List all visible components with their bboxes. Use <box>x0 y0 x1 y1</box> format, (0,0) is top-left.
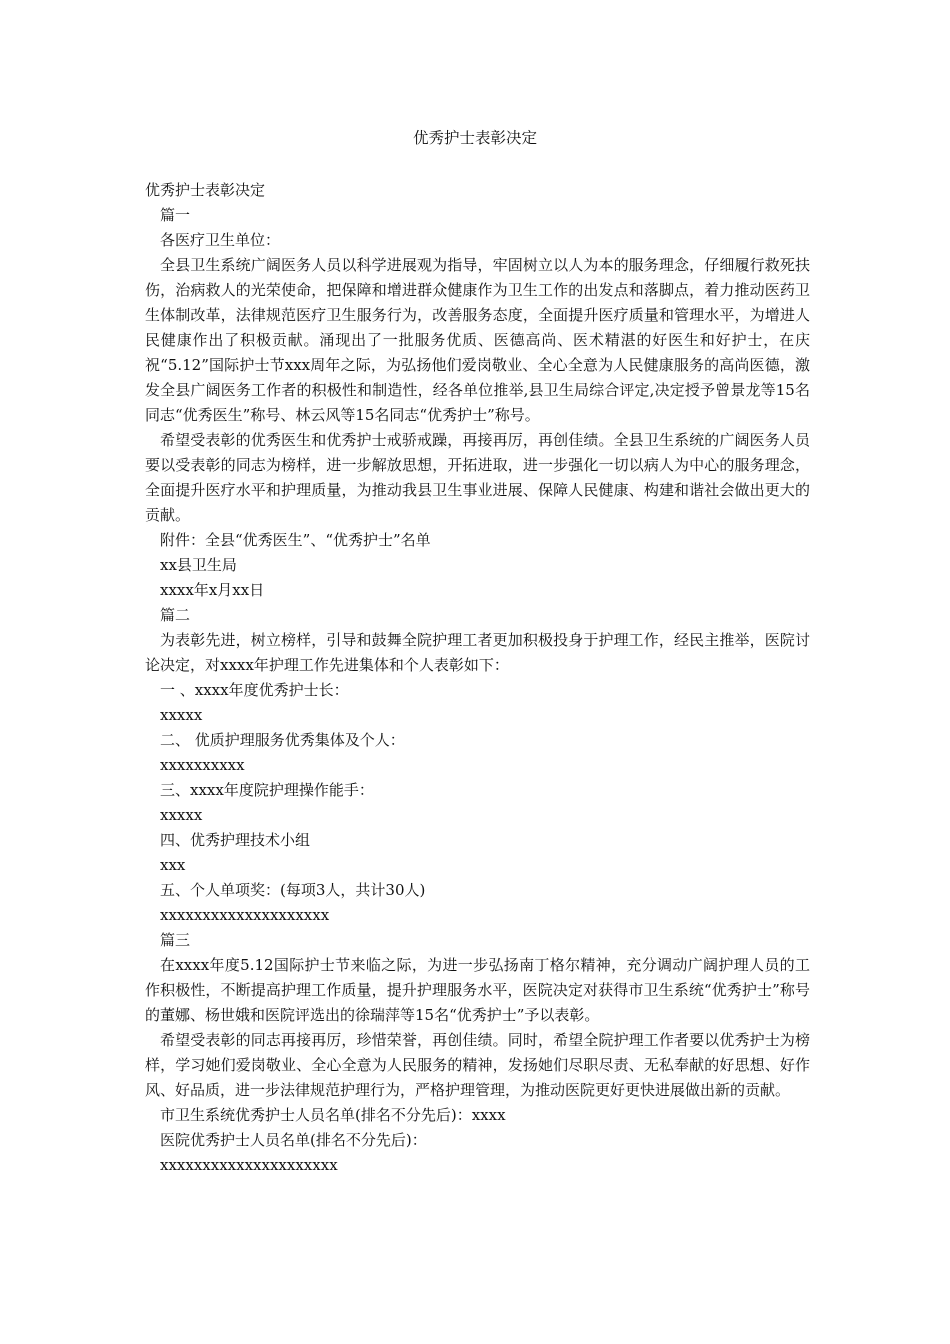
issuer-line: xx县卫生局 <box>160 556 237 574</box>
body-paragraph: 希望受表彰的优秀医生和优秀护士戒骄戒躁，再接再厉，再创佳绩。全县卫生系统的广阔医务人员要以受表彰的同志为榜样，进一步解放思想，开拓进取，进一步强化一切以病人为中心的服务理念，全面提升医疗水平和护理质量，为推动我县卫生事业进展、保障人民健康、构建和谐社会做出更大的贡献。 <box>145 431 810 524</box>
body-paragraph: 希望受表彰的同志再接再厉，珍惜荣誉，再创佳绩。同时，希望全院护理工作者要以优秀护士为榜样，学习她们爱岗敬业、全心全意为人民服务的精神，发扬她们尽职尽责、无私奉献的好思想、好作风、好品质，进一步法律规范护理行为，严格护理管理，为推动医院更好更快进展做出新的贡献。 <box>145 1031 810 1099</box>
document-body <box>145 178 810 1178</box>
list-item: 四、优秀护理技术小组 <box>160 831 311 849</box>
salutation: 各医疗卫生单位： <box>160 231 281 249</box>
attachment-line: 附件：全县“优秀医生”、“优秀护士”名单 <box>160 531 431 549</box>
body-paragraph: 全县卫生系统广阔医务人员以科学进展观为指导，牢固树立以人为本的服务理念，仔细履行救死扶伤，治病救人的光荣使命，把保障和增进群众健康作为卫生工作的出发点和落脚点，着力推动医药卫生体制改革，法律规范医疗卫生服务行为，改善服务态度，全面提升医疗质量和管理水平，为增进人民健康作出了积极贡献。涌现出了一批服务优质、医德高尚、医术精湛的好医生和好护士，在庆祝“5.12”国际护士节xxx周年之际，为弘扬他们爱岗敬业、全心全意为人民健康服务的高尚医德，激发全县广阔医务工作者的积极性和制造性，经各单位推举,县卫生局综合评定,决定授予曾景龙等15名同志“优秀医生”称号、林云风等15名同志“优秀护士”称号。 <box>145 256 810 424</box>
list-item: 五、个人单项奖：(每项3人，共计30人) <box>160 881 426 899</box>
section-label-2: 篇二 <box>160 606 191 624</box>
list-item-value: xxxxx <box>160 806 203 824</box>
list-item-value: xxxxxxxxxx <box>160 756 245 774</box>
list-item-value: xxxxxxxxxxxxxxxxxxxx <box>160 906 330 924</box>
name-list-line: 医院优秀护士人员名单(排名不分先后)： <box>160 1131 427 1149</box>
body-paragraph: 在xxxx年度5.12国际护士节来临之际，为进一步弘扬南丁格尔精神，充分调动广阔护理人员的工作积极性，不断提高护理工作质量，提升护理服务水平，医院决定对获得市卫生系统“优秀护士”称号的董娜、杨世娥和医院评选出的徐瑞萍等15名“优秀护士”予以表彰。 <box>145 956 810 1024</box>
document-heading: 优秀护士表彰决定 <box>145 181 266 199</box>
list-item-value: xxx <box>160 856 186 874</box>
name-list-value: xxxxxxxxxxxxxxxxxxxxx <box>160 1156 338 1174</box>
date-line: xxxx年x月xx日 <box>160 581 265 599</box>
list-item: 三、xxxx年度院护理操作能手： <box>160 781 374 799</box>
list-item-value: xxxxx <box>160 706 203 724</box>
list-item: 二、 优质护理服务优秀集体及个人： <box>160 731 405 749</box>
page-title: 优秀护士表彰决定 <box>412 129 537 147</box>
list-item: 一 、xxxx年度优秀护士长： <box>160 681 349 699</box>
section-label-3: 篇三 <box>160 931 191 949</box>
section-label-1: 篇一 <box>160 206 191 224</box>
name-list-line: 市卫生系统优秀护士人员名单(排名不分先后)：xxxx <box>160 1106 506 1124</box>
body-paragraph: 为表彰先进，树立榜样，引导和鼓舞全院护理工者更加积极投身于护理工作，经民主推举，医院讨论决定，对xxxx年护理工作先进集体和个人表彰如下： <box>145 631 810 674</box>
